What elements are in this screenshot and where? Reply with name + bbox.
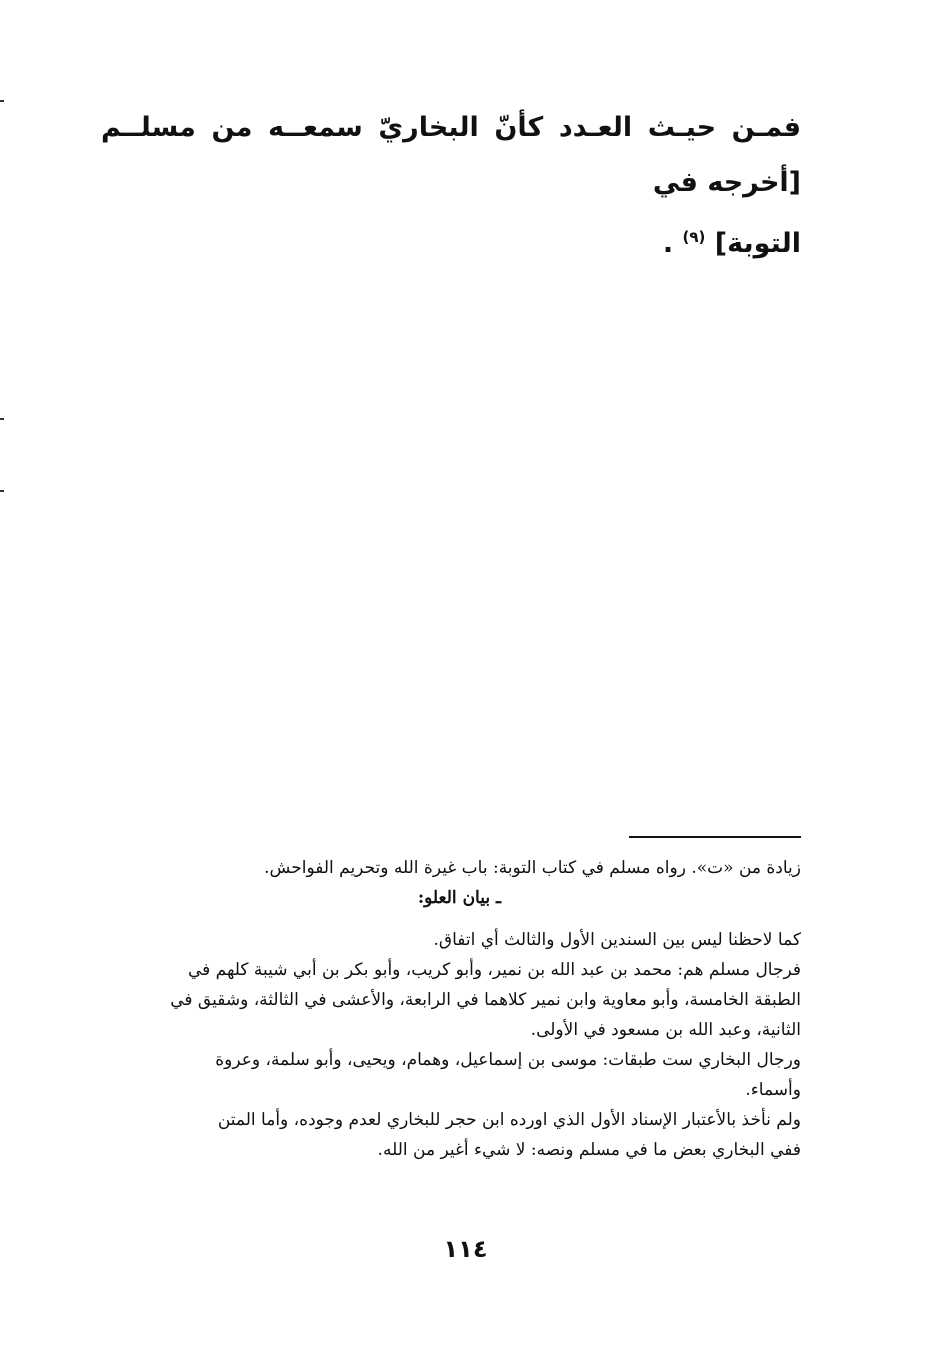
- footnote-paragraph-3-line-2: وأسماء.: [745, 1080, 801, 1100]
- main-text-line-1: فمـن حيـث العـدد كأنّ البخاريّ سمعــه من مسلــم [أخرجه في: [101, 112, 801, 198]
- footnote-line: زيادة من «ت». رواه مسلم في كتاب التوبة: باب غيرة الله وتحريم الفواحش.: [264, 858, 801, 878]
- scan-margin-mark: [0, 100, 4, 102]
- main-text: [101, 100, 801, 271]
- footnote-paragraph-2-line-1: فرجال مسلم هم: محمد بن عبد الله بن نمير، وأبو كريب، وأبو بكر بن أبي شيبة كلهم في: [187, 960, 801, 980]
- footnote-paragraph-3-line-1: ورجال البخاري ست طبقات: موسى بن إسماعيل، وهمام، ويحيى، وأبو سلمة، وعروة: [215, 1050, 801, 1070]
- footnote-paragraph-1: كما لاحظنا ليس بين السندين الأول والثالث أي اتفاق.: [433, 930, 801, 950]
- main-text-line-2-text: التوبة]: [714, 228, 801, 259]
- footnote-paragraph-4-line-2: ففي البخاري بعض ما في مسلم ونصه: لا شيء أغير من الله.: [377, 1140, 801, 1160]
- footnotes: [101, 853, 801, 1165]
- footnote-subheading: ـ بيان العلو:: [417, 888, 501, 908]
- scan-margin-mark: [0, 490, 4, 492]
- footnote-paragraph-2-line-2: الطبقة الخامسة، وأبو معاوية وابن نمير كلاهما في الرابعة، والأعشى في الثالثة، وشقيق في: [170, 990, 801, 1010]
- footnote-reference: (٩): [682, 228, 706, 246]
- page-number: ١١٤: [443, 1235, 488, 1263]
- main-text-line-2: [101, 210, 801, 271]
- footnote-paragraph-2-line-3: الثانية، وعبد الله بن مسعود في الأولى.: [530, 1020, 801, 1040]
- footnote-divider: [629, 836, 801, 838]
- main-text-line-2-end: .: [662, 228, 674, 259]
- scan-margin-mark: [0, 418, 4, 420]
- footnote-paragraph-4-line-1: ولم نأخذ بالأعتبار الإسناد الأول الذي اورده ابن حجر للبخاري لعدم وجوده، وأما المتن: [217, 1110, 801, 1130]
